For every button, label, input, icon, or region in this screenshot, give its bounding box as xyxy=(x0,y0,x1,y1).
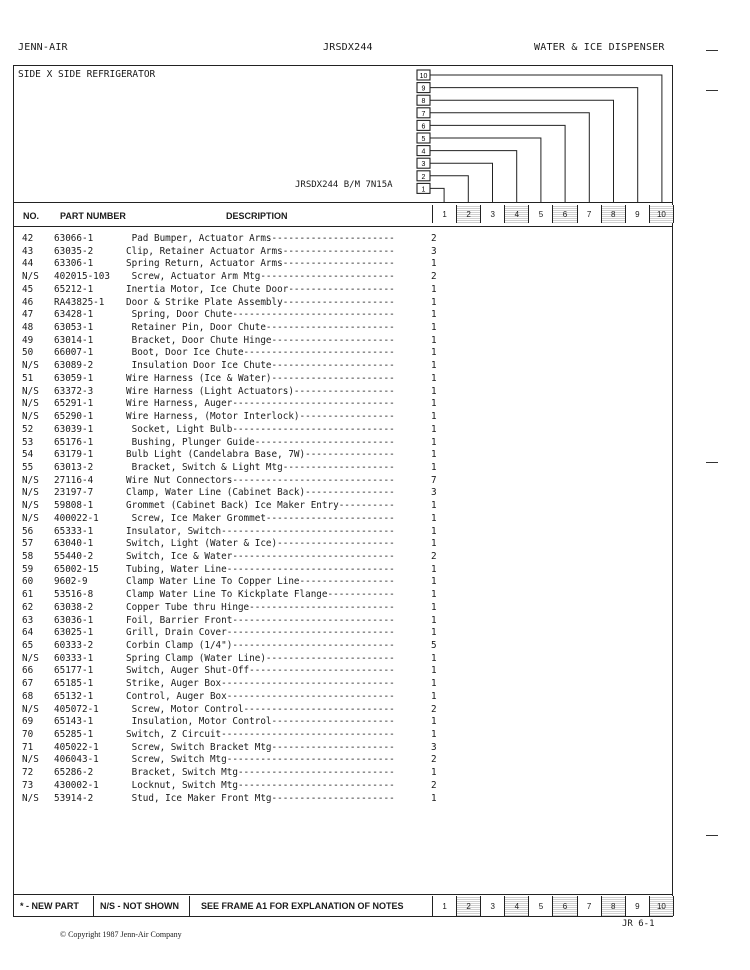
table-row xyxy=(22,615,443,628)
row-quantity: 2 xyxy=(431,703,437,715)
table-row xyxy=(22,589,443,602)
row-part-number: RA43825-1 xyxy=(54,296,105,308)
column-number-4: 4 xyxy=(504,896,528,916)
table-row xyxy=(22,767,443,780)
row-quantity: 1 xyxy=(431,296,437,308)
copyright: © Copyright 1987 Jenn-Air Company xyxy=(60,930,182,939)
row-part-number: 9602-9 xyxy=(54,576,88,588)
row-no: N/S xyxy=(22,512,39,524)
row-quantity: 2 xyxy=(431,233,437,244)
table-row xyxy=(22,386,443,399)
row-no: N/S xyxy=(22,703,39,715)
ladder-label: 10 xyxy=(419,73,428,80)
column-number-7: 7 xyxy=(577,205,601,223)
row-part-number: 63013-2 xyxy=(54,461,94,473)
table-row xyxy=(22,475,443,488)
ladder-box-6 xyxy=(417,120,565,202)
table-row xyxy=(22,335,443,348)
table-row xyxy=(22,564,443,577)
table-row xyxy=(22,246,443,259)
row-part-number: 65286-2 xyxy=(54,767,94,779)
row-description: Insulation, Motor Control---------------------- xyxy=(126,716,401,728)
table-row xyxy=(22,360,443,373)
table-row xyxy=(22,437,443,450)
row-part-number: 60333-2 xyxy=(54,640,94,651)
row-part-number: 63025-1 xyxy=(54,627,94,639)
col-no: NO. xyxy=(23,211,40,221)
row-no: N/S xyxy=(22,792,39,804)
row-part-number: 402015-103 xyxy=(54,271,110,283)
table-row xyxy=(22,258,443,271)
row-no: 44 xyxy=(22,258,34,270)
row-description: Switch, Ice & Water----------------------------- xyxy=(126,550,401,562)
row-description: Boot, Door Ice Chute--------------------------- xyxy=(126,347,401,359)
row-quantity: 5 xyxy=(431,640,437,651)
row-description: Screw, Ice Maker Grommet----------------------- xyxy=(126,512,401,524)
row-no: 59 xyxy=(22,563,34,575)
ladder-label: 9 xyxy=(421,85,426,93)
row-quantity: 3 xyxy=(431,245,437,257)
row-quantity: 1 xyxy=(431,792,437,804)
row-no: 61 xyxy=(22,589,34,601)
margin-mark xyxy=(706,90,718,91)
row-part-number: 63014-1 xyxy=(54,334,94,346)
row-quantity: 1 xyxy=(431,716,437,728)
table-row xyxy=(22,665,443,678)
row-part-number: 65212-1 xyxy=(54,283,94,295)
ladder-box-8 xyxy=(417,95,614,202)
row-quantity: 1 xyxy=(431,334,437,346)
row-part-number: 65176-1 xyxy=(54,436,94,448)
row-part-number: 405072-1 xyxy=(54,703,99,715)
table-row xyxy=(22,513,443,526)
ladder-label: 8 xyxy=(421,98,426,106)
row-description: Copper Tube thru Hinge-------------------------- xyxy=(126,601,401,613)
row-quantity: 1 xyxy=(431,258,437,270)
row-no: 46 xyxy=(22,296,34,308)
row-no: 56 xyxy=(22,525,34,537)
row-no: N/S xyxy=(22,411,39,423)
table-row xyxy=(22,322,443,335)
ladder-label: 4 xyxy=(421,148,426,156)
table-row xyxy=(22,398,443,411)
row-part-number: 63036-1 xyxy=(54,614,94,626)
row-description: Bracket, Door Chute Hinge---------------------- xyxy=(126,334,401,346)
table-row xyxy=(22,780,443,793)
see-frame-note: SEE FRAME A1 FOR EXPLANATION OF NOTES xyxy=(201,901,404,911)
row-description: Bracket, Switch & Light Mtg-------------------- xyxy=(126,461,401,473)
table-row xyxy=(22,449,443,462)
row-description: Switch, Light (Water & Ice)--------------------- xyxy=(126,538,401,550)
table-row xyxy=(22,233,443,246)
row-no: N/S xyxy=(22,487,39,499)
ladder-label: 6 xyxy=(421,123,426,131)
table-row xyxy=(22,284,443,297)
row-quantity: 3 xyxy=(431,741,437,753)
row-no: 71 xyxy=(22,741,34,753)
row-no: 69 xyxy=(22,716,34,728)
row-quantity: 1 xyxy=(431,665,437,677)
table-row xyxy=(22,716,443,729)
column-number-5: 5 xyxy=(528,896,552,916)
table-row xyxy=(22,627,443,640)
row-part-number: 65002-15 xyxy=(54,563,99,575)
row-part-number: 63428-1 xyxy=(54,309,94,321)
column-number-8: 8 xyxy=(601,205,625,223)
model-label: JRSDX244 xyxy=(323,42,373,53)
box-title: SIDE X SIDE REFRIGERATOR xyxy=(18,69,156,80)
row-description: Bracket, Switch Mtg---------------------------- xyxy=(126,767,401,779)
row-no: 42 xyxy=(22,233,34,244)
ladder-box-5 xyxy=(417,133,541,202)
row-no: N/S xyxy=(22,500,39,512)
row-quantity: 1 xyxy=(431,385,437,397)
row-part-number: 23197-7 xyxy=(54,487,94,499)
column-number-2: 2 xyxy=(456,896,480,916)
table-row xyxy=(22,424,443,437)
row-part-number: 65143-1 xyxy=(54,716,94,728)
row-part-number: 430002-1 xyxy=(54,779,99,791)
row-quantity: 1 xyxy=(431,627,437,639)
column-number-6: 6 xyxy=(552,205,576,223)
row-no: 63 xyxy=(22,614,34,626)
row-quantity: 1 xyxy=(431,614,437,626)
row-no: 51 xyxy=(22,372,34,384)
ladder-label: 3 xyxy=(421,161,426,169)
row-quantity: 1 xyxy=(431,347,437,359)
row-description: Clamp Water Line To Kickplate Flange------------ xyxy=(126,589,401,601)
row-part-number: 63059-1 xyxy=(54,372,94,384)
new-part-note: * - NEW PART xyxy=(20,901,79,911)
table-row xyxy=(22,373,443,386)
row-description: Switch, Z Circuit------------------------------- xyxy=(126,729,401,741)
row-description: Control, Auger Box------------------------------ xyxy=(126,690,401,702)
row-part-number: 66007-1 xyxy=(54,347,94,359)
table-row xyxy=(22,793,443,806)
row-quantity: 1 xyxy=(431,461,437,473)
row-no: 57 xyxy=(22,538,34,550)
row-no: 55 xyxy=(22,461,34,473)
row-quantity: 1 xyxy=(431,449,437,461)
brand-label: JENN-AIR xyxy=(18,42,68,53)
row-no: 52 xyxy=(22,423,34,435)
table-row xyxy=(22,640,443,653)
row-description: Wire Nut Connectors----------------------------- xyxy=(126,474,401,486)
table-row xyxy=(22,487,443,500)
margin-mark xyxy=(706,462,718,463)
ladder-label: 2 xyxy=(421,173,426,181)
row-description: Locknut, Switch Mtg---------------------------- xyxy=(126,779,401,791)
row-quantity: 1 xyxy=(431,690,437,702)
row-no: 72 xyxy=(22,767,34,779)
row-description: Switch, Auger Shut-Off-------------------------- xyxy=(126,665,401,677)
margin-mark xyxy=(706,50,718,51)
table-row xyxy=(22,704,443,717)
table-row xyxy=(22,678,443,691)
row-no: 62 xyxy=(22,601,34,613)
row-part-number: 406043-1 xyxy=(54,754,99,766)
row-no: 65 xyxy=(22,640,34,651)
row-description: Clamp, Water Line (Cabinet Back)---------------- xyxy=(126,487,401,499)
row-quantity: 1 xyxy=(431,322,437,334)
table-row xyxy=(22,347,443,360)
row-quantity: 1 xyxy=(431,436,437,448)
row-description: Wire Harness (Ice & Water)---------------------- xyxy=(126,372,401,384)
row-quantity: 1 xyxy=(431,283,437,295)
row-quantity: 1 xyxy=(431,589,437,601)
table-row xyxy=(22,551,443,564)
row-description: Spring Clamp (Water Line)----------------------- xyxy=(126,652,401,664)
ladder-label: 1 xyxy=(421,186,426,194)
row-quantity: 1 xyxy=(431,411,437,423)
column-number-1: 1 xyxy=(432,896,456,916)
row-quantity: 7 xyxy=(431,474,437,486)
row-quantity: 1 xyxy=(431,652,437,664)
row-no: 66 xyxy=(22,665,34,677)
row-part-number: 63053-1 xyxy=(54,322,94,334)
row-no: N/S xyxy=(22,652,39,664)
column-number-2: 2 xyxy=(456,205,480,223)
row-quantity: 2 xyxy=(431,754,437,766)
table-row xyxy=(22,538,443,551)
row-description: Screw, Switch Bracket Mtg---------------------- xyxy=(126,741,401,753)
table-row xyxy=(22,526,443,539)
ladder-box-1 xyxy=(417,183,444,202)
row-part-number: 65132-1 xyxy=(54,690,94,702)
row-no: N/S xyxy=(22,385,39,397)
column-number-10: 10 xyxy=(649,205,674,223)
table-row xyxy=(22,653,443,666)
table-row xyxy=(22,297,443,310)
row-quantity: 1 xyxy=(431,360,437,372)
row-quantity: 3 xyxy=(431,487,437,499)
row-part-number: 63372-3 xyxy=(54,385,94,397)
row-part-number: 400022-1 xyxy=(54,512,99,524)
row-description: Insulation Door Ice Chute---------------------- xyxy=(126,360,401,372)
row-description: Strike, Auger Box------------------------------- xyxy=(126,678,401,690)
row-no: 67 xyxy=(22,678,34,690)
row-no: 68 xyxy=(22,690,34,702)
row-quantity: 1 xyxy=(431,538,437,550)
table-row xyxy=(22,754,443,767)
row-no: 60 xyxy=(22,576,34,588)
row-no: N/S xyxy=(22,360,39,372)
table-row xyxy=(22,500,443,513)
row-no: N/S xyxy=(22,754,39,766)
row-description: Pad Bumper, Actuator Arms---------------------- xyxy=(126,233,401,244)
row-part-number: 63089-2 xyxy=(54,360,94,372)
row-part-number: 59808-1 xyxy=(54,500,94,512)
row-quantity: 1 xyxy=(431,500,437,512)
row-quantity: 1 xyxy=(431,525,437,537)
row-quantity: 1 xyxy=(431,601,437,613)
parts-rows xyxy=(22,233,443,805)
ladder-box-4 xyxy=(417,146,517,202)
row-description: Wire Harness, (Motor Interlock)----------------- xyxy=(126,411,401,423)
column-number-3: 3 xyxy=(480,896,504,916)
row-quantity: 1 xyxy=(431,309,437,321)
row-quantity: 1 xyxy=(431,372,437,384)
row-description: Socket, Light Bulb----------------------------- xyxy=(126,423,401,435)
row-part-number: 65185-1 xyxy=(54,678,94,690)
row-description: Stud, Ice Maker Front Mtg---------------------- xyxy=(126,792,401,804)
row-part-number: 65285-1 xyxy=(54,729,94,741)
not-shown-note: N/S - NOT SHOWN xyxy=(100,901,179,911)
row-quantity: 1 xyxy=(431,729,437,741)
row-part-number: 405022-1 xyxy=(54,741,99,753)
row-description: Bulb Light (Candelabra Base, 7W)---------------- xyxy=(126,449,401,461)
column-number-6: 6 xyxy=(552,896,576,916)
row-description: Grommet (Cabinet Back) Ice Maker Entry---------- xyxy=(126,500,401,512)
row-quantity: 1 xyxy=(431,576,437,588)
row-part-number: 53914-2 xyxy=(54,792,94,804)
row-quantity: 1 xyxy=(431,678,437,690)
ladder-label: 7 xyxy=(421,110,426,118)
row-no: 48 xyxy=(22,322,34,334)
row-description: Door & Strike Plate Assembly-------------------- xyxy=(126,296,401,308)
row-description: Insulator, Switch------------------------------- xyxy=(126,525,401,537)
row-no: 64 xyxy=(22,627,34,639)
row-no: 73 xyxy=(22,779,34,791)
model-line: JRSDX244 B/M 7N15A xyxy=(295,180,393,190)
row-quantity: 2 xyxy=(431,550,437,562)
row-description: Inertia Motor, Ice Chute Door------------------- xyxy=(126,283,401,295)
row-description: Spring, Door Chute----------------------------- xyxy=(126,309,401,321)
column-numbers-bottom xyxy=(432,896,674,916)
column-number-9: 9 xyxy=(625,896,649,916)
row-description: Wire Harness, Auger----------------------------- xyxy=(126,398,401,410)
row-description: Bushing, Plunger Guide------------------------- xyxy=(126,436,401,448)
row-description: Screw, Motor Control--------------------------- xyxy=(126,703,401,715)
row-quantity: 1 xyxy=(431,563,437,575)
table-row xyxy=(22,411,443,424)
row-no: N/S xyxy=(22,271,39,283)
row-part-number: 63035-2 xyxy=(54,245,94,257)
row-part-number: 55440-2 xyxy=(54,550,94,562)
margin-mark xyxy=(706,835,718,836)
row-part-number: 65177-1 xyxy=(54,665,94,677)
row-description: Retainer Pin, Door Chute----------------------- xyxy=(126,322,401,334)
row-description: Screw, Actuator Arm Mtg------------------------ xyxy=(126,271,401,283)
column-number-7: 7 xyxy=(577,896,601,916)
ladder-box-7 xyxy=(417,108,589,202)
parts-list-frame xyxy=(13,65,673,917)
table-row xyxy=(22,602,443,615)
table-row xyxy=(22,309,443,322)
page-number: JR 6-1 xyxy=(622,919,655,929)
row-part-number: 63038-2 xyxy=(54,601,94,613)
column-number-10: 10 xyxy=(649,896,674,916)
table-row xyxy=(22,691,443,704)
row-part-number: 65291-1 xyxy=(54,398,94,410)
row-part-number: 63039-1 xyxy=(54,423,94,435)
column-numbers-top xyxy=(432,205,674,223)
row-quantity: 2 xyxy=(431,271,437,283)
row-no: 47 xyxy=(22,309,34,321)
column-number-4: 4 xyxy=(504,205,528,223)
row-part-number: 65333-1 xyxy=(54,525,94,537)
row-no: N/S xyxy=(22,474,39,486)
row-description: Corbin Clamp (1/4")----------------------------- xyxy=(126,640,401,651)
row-quantity: 1 xyxy=(431,423,437,435)
row-part-number: 65290-1 xyxy=(54,411,94,423)
row-part-number: 53516-8 xyxy=(54,589,94,601)
row-no: 53 xyxy=(22,436,34,448)
row-part-number: 63066-1 xyxy=(54,233,94,244)
column-number-8: 8 xyxy=(601,896,625,916)
row-quantity: 2 xyxy=(431,779,437,791)
row-description: Foil, Barrier Front----------------------------- xyxy=(126,614,401,626)
row-quantity: 1 xyxy=(431,512,437,524)
row-description: Tubing, Water Line------------------------------ xyxy=(126,563,401,575)
row-description: Wire Harness (Light Actuators)------------------ xyxy=(126,385,401,397)
ladder-label: 5 xyxy=(421,136,426,143)
row-description: Grill, Drain Cover------------------------------ xyxy=(126,627,401,639)
row-no: 54 xyxy=(22,449,34,461)
row-no: 43 xyxy=(22,245,34,257)
col-part-number: PART NUMBER xyxy=(60,211,126,221)
row-description: Screw, Switch Mtg------------------------------ xyxy=(126,754,401,766)
row-description: Clamp Water Line To Copper Line----------------- xyxy=(126,576,401,588)
row-part-number: 60333-1 xyxy=(54,652,94,664)
column-number-5: 5 xyxy=(528,205,552,223)
row-description: Spring Return, Actuator Arms-------------------- xyxy=(126,258,401,270)
column-number-9: 9 xyxy=(625,205,649,223)
row-no: 70 xyxy=(22,729,34,741)
section-label: WATER & ICE DISPENSER xyxy=(534,42,665,53)
column-number-3: 3 xyxy=(480,205,504,223)
column-number-1: 1 xyxy=(432,205,456,223)
row-part-number: 63040-1 xyxy=(54,538,94,550)
ladder-box-3 xyxy=(417,158,493,202)
row-no: 45 xyxy=(22,283,34,295)
row-no: 49 xyxy=(22,334,34,346)
row-quantity: 1 xyxy=(431,767,437,779)
row-part-number: 63306-1 xyxy=(54,258,94,270)
table-row xyxy=(22,742,443,755)
table-row xyxy=(22,576,443,589)
row-quantity: 1 xyxy=(431,398,437,410)
ladder-box-10 xyxy=(417,70,662,202)
table-row xyxy=(22,729,443,742)
row-no: 50 xyxy=(22,347,34,359)
col-description: DESCRIPTION xyxy=(226,211,288,221)
row-no: N/S xyxy=(22,398,39,410)
row-part-number: 27116-4 xyxy=(54,474,94,486)
table-row xyxy=(22,271,443,284)
row-part-number: 63179-1 xyxy=(54,449,94,461)
row-description: Clip, Retainer Actuator Arms-------------------- xyxy=(126,245,401,257)
row-no: 58 xyxy=(22,550,34,562)
table-row xyxy=(22,462,443,475)
